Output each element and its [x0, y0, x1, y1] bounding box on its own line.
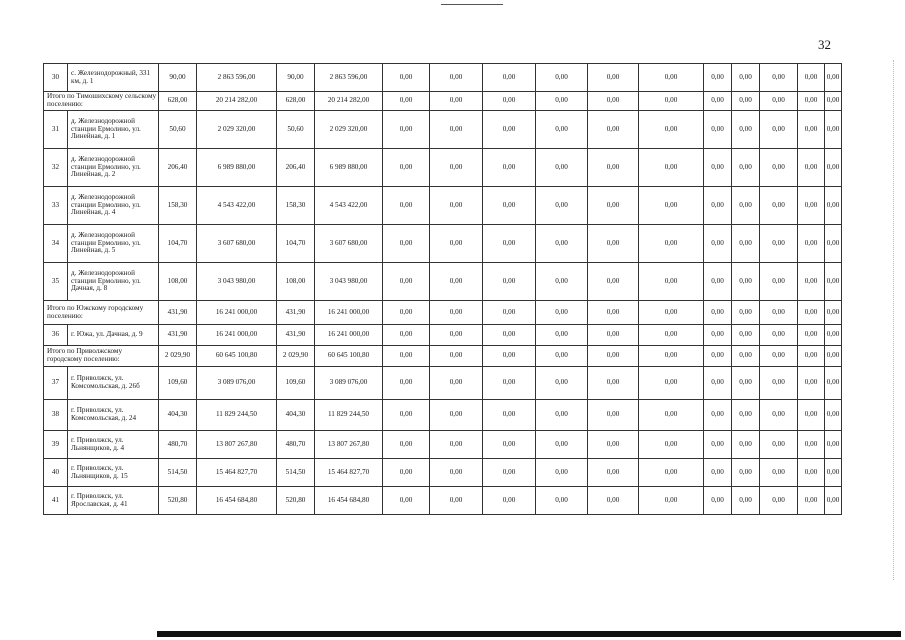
- value-cell: 0,00: [383, 459, 430, 487]
- value-cell: 0,00: [588, 400, 639, 431]
- value-cell: 0,00: [383, 64, 430, 92]
- value-cell: 0,00: [732, 459, 760, 487]
- value-cell: 0,00: [798, 263, 825, 301]
- value-cell-c1: 431,90: [159, 301, 197, 325]
- table-row: [44, 64, 842, 92]
- value-cell: 0,00: [704, 225, 732, 263]
- total-label-cell: Итого по Тимошихскому сельскому поселению:: [44, 92, 159, 111]
- value-cell: 0,00: [483, 64, 536, 92]
- value-cell: 0,00: [483, 459, 536, 487]
- value-cell: 0,00: [536, 459, 588, 487]
- value-cell: 0,00: [704, 346, 732, 367]
- table-row: [44, 367, 842, 400]
- value-cell: 0,00: [430, 367, 483, 400]
- value-cell: 0,00: [825, 487, 842, 515]
- value-cell: 0,00: [639, 400, 704, 431]
- table-row: [44, 225, 842, 263]
- value-cell-c4: 15 464 827,70: [315, 459, 383, 487]
- value-cell-c1: 2 029,90: [159, 346, 197, 367]
- value-cell: 0,00: [825, 187, 842, 225]
- address-cell: д. Железнодорожной станции Ермолино, ул. Линейная, д. 4: [68, 187, 159, 225]
- value-cell-c3: 50,60: [277, 111, 315, 149]
- value-cell: 0,00: [588, 325, 639, 346]
- table-body: [44, 64, 842, 515]
- value-cell: 0,00: [588, 64, 639, 92]
- value-cell: 0,00: [483, 346, 536, 367]
- value-cell-c3: 109,60: [277, 367, 315, 400]
- right-margin-marks: [893, 60, 895, 580]
- value-cell-c3: 514,50: [277, 459, 315, 487]
- value-cell-c4: 2 029 320,00: [315, 111, 383, 149]
- value-cell: 0,00: [536, 92, 588, 111]
- value-cell-c1: 109,60: [159, 367, 197, 400]
- value-cell-c1: 480,70: [159, 431, 197, 459]
- value-cell: 0,00: [536, 346, 588, 367]
- value-cell-c2: 13 807 267,80: [197, 431, 277, 459]
- value-cell: 0,00: [383, 187, 430, 225]
- value-cell-c2: 16 454 684,80: [197, 487, 277, 515]
- value-cell: 0,00: [588, 111, 639, 149]
- row-number-cell: 37: [44, 367, 68, 400]
- value-cell: 0,00: [704, 64, 732, 92]
- value-cell: 0,00: [430, 400, 483, 431]
- value-cell-c1: 514,50: [159, 459, 197, 487]
- address-cell: д. Железнодорожной станции Ермолино, ул. Линейная, д. 1: [68, 111, 159, 149]
- row-number-cell: 32: [44, 149, 68, 187]
- value-cell: 0,00: [704, 92, 732, 111]
- value-cell-c3: 2 029,90: [277, 346, 315, 367]
- value-cell-c4: 2 863 596,00: [315, 64, 383, 92]
- address-cell: д. Железнодорожной станции Ермолино, ул. Дачная, д. 8: [68, 263, 159, 301]
- value-cell-c1: 628,00: [159, 92, 197, 111]
- value-cell: 0,00: [825, 225, 842, 263]
- table-row: [44, 149, 842, 187]
- value-cell: 0,00: [732, 187, 760, 225]
- table-total-row: [44, 92, 842, 111]
- table-row: [44, 487, 842, 515]
- value-cell: 0,00: [536, 149, 588, 187]
- value-cell: 0,00: [430, 187, 483, 225]
- value-cell: 0,00: [825, 149, 842, 187]
- value-cell-c1: 108,00: [159, 263, 197, 301]
- value-cell: 0,00: [639, 367, 704, 400]
- value-cell-c3: 431,90: [277, 325, 315, 346]
- value-cell-c4: 3 043 980,00: [315, 263, 383, 301]
- value-cell-c3: 404,30: [277, 400, 315, 431]
- value-cell: 0,00: [704, 487, 732, 515]
- value-cell: 0,00: [704, 301, 732, 325]
- value-cell: 0,00: [383, 431, 430, 459]
- value-cell: 0,00: [704, 367, 732, 400]
- row-number-cell: 36: [44, 325, 68, 346]
- value-cell-c2: 2 029 320,00: [197, 111, 277, 149]
- value-cell: 0,00: [704, 400, 732, 431]
- value-cell: 0,00: [760, 263, 798, 301]
- value-cell: 0,00: [760, 225, 798, 263]
- value-cell: 0,00: [798, 301, 825, 325]
- value-cell: 0,00: [639, 263, 704, 301]
- value-cell-c3: 206,40: [277, 149, 315, 187]
- value-cell: 0,00: [430, 263, 483, 301]
- bottom-bar: [157, 631, 901, 637]
- value-cell-c4: 4 543 422,00: [315, 187, 383, 225]
- value-cell: 0,00: [430, 325, 483, 346]
- value-cell-c1: 158,30: [159, 187, 197, 225]
- value-cell: 0,00: [639, 64, 704, 92]
- address-cell: г. Приволжск, ул. Ярославская, д. 41: [68, 487, 159, 515]
- address-cell: г. Приволжск, ул. Комсомольская, д. 24: [68, 400, 159, 431]
- value-cell: 0,00: [639, 346, 704, 367]
- value-cell: 0,00: [536, 325, 588, 346]
- value-cell-c2: 3 607 680,00: [197, 225, 277, 263]
- value-cell: 0,00: [760, 149, 798, 187]
- value-cell-c3: 628,00: [277, 92, 315, 111]
- value-cell: 0,00: [430, 487, 483, 515]
- value-cell: 0,00: [825, 400, 842, 431]
- value-cell: 0,00: [536, 301, 588, 325]
- table-row: [44, 431, 842, 459]
- value-cell: 0,00: [588, 367, 639, 400]
- value-cell: 0,00: [825, 459, 842, 487]
- value-cell-c2: 16 241 000,00: [197, 325, 277, 346]
- value-cell: 0,00: [732, 367, 760, 400]
- value-cell: 0,00: [798, 346, 825, 367]
- value-cell: 0,00: [760, 111, 798, 149]
- value-cell-c1: 104,70: [159, 225, 197, 263]
- value-cell: 0,00: [430, 149, 483, 187]
- value-cell: 0,00: [798, 111, 825, 149]
- value-cell-c2: 4 543 422,00: [197, 187, 277, 225]
- value-cell-c3: 104,70: [277, 225, 315, 263]
- value-cell: 0,00: [639, 325, 704, 346]
- value-cell-c4: 16 241 000,00: [315, 301, 383, 325]
- value-cell: 0,00: [483, 487, 536, 515]
- value-cell: 0,00: [704, 111, 732, 149]
- value-cell: 0,00: [798, 187, 825, 225]
- value-cell: 0,00: [383, 301, 430, 325]
- value-cell: 0,00: [536, 431, 588, 459]
- value-cell-c2: 2 863 596,00: [197, 64, 277, 92]
- value-cell: 0,00: [430, 346, 483, 367]
- value-cell: 0,00: [430, 64, 483, 92]
- top-rule: [441, 4, 503, 5]
- value-cell: 0,00: [825, 111, 842, 149]
- value-cell-c4: 3 607 680,00: [315, 225, 383, 263]
- data-table: [43, 63, 842, 515]
- value-cell: 0,00: [704, 431, 732, 459]
- row-number-cell: 30: [44, 64, 68, 92]
- value-cell: 0,00: [639, 111, 704, 149]
- value-cell: 0,00: [639, 301, 704, 325]
- value-cell-c1: 404,30: [159, 400, 197, 431]
- value-cell-c4: 16 241 000,00: [315, 325, 383, 346]
- value-cell: 0,00: [430, 459, 483, 487]
- value-cell: 0,00: [732, 111, 760, 149]
- value-cell: 0,00: [798, 325, 825, 346]
- value-cell-c3: 480,70: [277, 431, 315, 459]
- value-cell: 0,00: [732, 487, 760, 515]
- value-cell: 0,00: [760, 301, 798, 325]
- value-cell: 0,00: [760, 325, 798, 346]
- value-cell: 0,00: [704, 149, 732, 187]
- value-cell: 0,00: [825, 263, 842, 301]
- value-cell: 0,00: [732, 325, 760, 346]
- address-cell: г. Приволжск, ул. Льнянщиков, д. 4: [68, 431, 159, 459]
- value-cell: 0,00: [798, 92, 825, 111]
- value-cell: 0,00: [732, 92, 760, 111]
- value-cell: 0,00: [732, 301, 760, 325]
- value-cell: 0,00: [483, 301, 536, 325]
- value-cell: 0,00: [383, 149, 430, 187]
- value-cell: 0,00: [639, 149, 704, 187]
- value-cell-c2: 60 645 100,80: [197, 346, 277, 367]
- value-cell-c2: 16 241 000,00: [197, 301, 277, 325]
- value-cell: 0,00: [483, 225, 536, 263]
- address-cell: г. Южа, ул. Дачная, д. 9: [68, 325, 159, 346]
- value-cell: 0,00: [588, 301, 639, 325]
- value-cell: 0,00: [430, 225, 483, 263]
- value-cell: 0,00: [383, 225, 430, 263]
- row-number-cell: 41: [44, 487, 68, 515]
- value-cell-c2: 3 089 076,00: [197, 367, 277, 400]
- value-cell: 0,00: [536, 64, 588, 92]
- table-row: [44, 325, 842, 346]
- value-cell: 0,00: [383, 367, 430, 400]
- value-cell: 0,00: [760, 346, 798, 367]
- value-cell: 0,00: [483, 325, 536, 346]
- value-cell: 0,00: [483, 111, 536, 149]
- value-cell: 0,00: [825, 325, 842, 346]
- address-cell: д. Железнодорожной станции Ермолино, ул. Линейная, д. 2: [68, 149, 159, 187]
- value-cell: 0,00: [704, 187, 732, 225]
- value-cell: 0,00: [798, 64, 825, 92]
- value-cell: 0,00: [732, 346, 760, 367]
- value-cell: 0,00: [825, 301, 842, 325]
- value-cell: 0,00: [639, 92, 704, 111]
- value-cell: 0,00: [536, 367, 588, 400]
- value-cell: 0,00: [639, 431, 704, 459]
- row-number-cell: 33: [44, 187, 68, 225]
- row-number-cell: 34: [44, 225, 68, 263]
- value-cell: 0,00: [588, 263, 639, 301]
- table-row: [44, 400, 842, 431]
- value-cell: 0,00: [798, 459, 825, 487]
- value-cell: 0,00: [536, 225, 588, 263]
- value-cell-c4: 16 454 684,80: [315, 487, 383, 515]
- value-cell: 0,00: [732, 225, 760, 263]
- value-cell-c1: 431,90: [159, 325, 197, 346]
- value-cell-c2: 20 214 282,00: [197, 92, 277, 111]
- value-cell: 0,00: [536, 187, 588, 225]
- value-cell: 0,00: [639, 459, 704, 487]
- value-cell: 0,00: [798, 225, 825, 263]
- value-cell: 0,00: [483, 367, 536, 400]
- value-cell-c3: 158,30: [277, 187, 315, 225]
- value-cell: 0,00: [383, 346, 430, 367]
- value-cell: 0,00: [760, 92, 798, 111]
- value-cell: 0,00: [383, 263, 430, 301]
- page-number: 32: [818, 37, 831, 52]
- row-number-cell: 38: [44, 400, 68, 431]
- total-label-cell: Итого по Южскому городскому поселению:: [44, 301, 159, 325]
- value-cell: 0,00: [588, 346, 639, 367]
- value-cell: 0,00: [383, 92, 430, 111]
- value-cell-c4: 20 214 282,00: [315, 92, 383, 111]
- value-cell-c1: 50,60: [159, 111, 197, 149]
- value-cell: 0,00: [798, 487, 825, 515]
- value-cell: 0,00: [483, 263, 536, 301]
- value-cell-c4: 60 645 100,80: [315, 346, 383, 367]
- value-cell-c2: 3 043 980,00: [197, 263, 277, 301]
- value-cell: 0,00: [825, 346, 842, 367]
- row-number-cell: 31: [44, 111, 68, 149]
- row-number-cell: 35: [44, 263, 68, 301]
- value-cell: 0,00: [798, 367, 825, 400]
- value-cell-c3: 108,00: [277, 263, 315, 301]
- value-cell: 0,00: [704, 459, 732, 487]
- value-cell: 0,00: [430, 92, 483, 111]
- value-cell-c4: 11 829 244,50: [315, 400, 383, 431]
- value-cell-c1: 520,80: [159, 487, 197, 515]
- value-cell: 0,00: [760, 64, 798, 92]
- table-total-row: [44, 301, 842, 325]
- value-cell: 0,00: [588, 225, 639, 263]
- value-cell: 0,00: [483, 431, 536, 459]
- value-cell-c3: 90,00: [277, 64, 315, 92]
- value-cell: 0,00: [588, 149, 639, 187]
- value-cell-c2: 6 989 880,00: [197, 149, 277, 187]
- row-number-cell: 39: [44, 431, 68, 459]
- address-cell: г. Приволжск, ул. Льнянщиков, д. 15: [68, 459, 159, 487]
- total-label-cell: Итого по Приволжскому городскому поселению:: [44, 346, 159, 367]
- value-cell: 0,00: [760, 487, 798, 515]
- value-cell: 0,00: [588, 459, 639, 487]
- value-cell: 0,00: [383, 325, 430, 346]
- value-cell: 0,00: [825, 367, 842, 400]
- value-cell-c4: 13 807 267,80: [315, 431, 383, 459]
- value-cell: 0,00: [760, 400, 798, 431]
- value-cell: 0,00: [798, 431, 825, 459]
- value-cell: 0,00: [639, 225, 704, 263]
- table-total-row: [44, 346, 842, 367]
- value-cell-c4: 6 989 880,00: [315, 149, 383, 187]
- value-cell: 0,00: [536, 111, 588, 149]
- value-cell: 0,00: [798, 400, 825, 431]
- value-cell: 0,00: [383, 487, 430, 515]
- value-cell: 0,00: [639, 187, 704, 225]
- value-cell: 0,00: [588, 92, 639, 111]
- table-row: [44, 111, 842, 149]
- table-row: [44, 263, 842, 301]
- row-number-cell: 40: [44, 459, 68, 487]
- value-cell: 0,00: [732, 263, 760, 301]
- address-cell: г. Приволжск, ул. Комсомольская, д. 26б: [68, 367, 159, 400]
- value-cell: 0,00: [760, 459, 798, 487]
- value-cell: 0,00: [760, 367, 798, 400]
- value-cell-c3: 431,90: [277, 301, 315, 325]
- value-cell: 0,00: [430, 111, 483, 149]
- value-cell: 0,00: [483, 92, 536, 111]
- value-cell-c2: 15 464 827,70: [197, 459, 277, 487]
- value-cell: 0,00: [825, 92, 842, 111]
- value-cell: 0,00: [732, 431, 760, 459]
- value-cell: 0,00: [536, 263, 588, 301]
- value-cell: 0,00: [760, 431, 798, 459]
- address-cell: д. Железнодорожной станции Ермолино, ул. Линейная, д. 5: [68, 225, 159, 263]
- value-cell: 0,00: [588, 431, 639, 459]
- value-cell: 0,00: [483, 149, 536, 187]
- value-cell-c1: 206,40: [159, 149, 197, 187]
- value-cell: 0,00: [383, 400, 430, 431]
- value-cell: 0,00: [588, 187, 639, 225]
- value-cell: 0,00: [825, 64, 842, 92]
- table-row: [44, 459, 842, 487]
- value-cell: 0,00: [704, 325, 732, 346]
- value-cell: 0,00: [732, 149, 760, 187]
- table-row: [44, 187, 842, 225]
- value-cell: 0,00: [483, 187, 536, 225]
- value-cell-c3: 520,80: [277, 487, 315, 515]
- value-cell-c2: 11 829 244,50: [197, 400, 277, 431]
- value-cell: 0,00: [483, 400, 536, 431]
- value-cell: 0,00: [536, 487, 588, 515]
- value-cell: 0,00: [430, 301, 483, 325]
- value-cell: 0,00: [732, 64, 760, 92]
- value-cell: 0,00: [383, 111, 430, 149]
- value-cell: 0,00: [588, 487, 639, 515]
- value-cell: 0,00: [760, 187, 798, 225]
- value-cell-c4: 3 089 076,00: [315, 367, 383, 400]
- value-cell: 0,00: [704, 263, 732, 301]
- value-cell-c1: 90,00: [159, 64, 197, 92]
- value-cell: 0,00: [798, 149, 825, 187]
- value-cell: 0,00: [430, 431, 483, 459]
- value-cell: 0,00: [639, 487, 704, 515]
- value-cell: 0,00: [536, 400, 588, 431]
- address-cell: с. Железнодорожный, 331 км, д. 1: [68, 64, 159, 92]
- value-cell: 0,00: [732, 400, 760, 431]
- value-cell: 0,00: [825, 431, 842, 459]
